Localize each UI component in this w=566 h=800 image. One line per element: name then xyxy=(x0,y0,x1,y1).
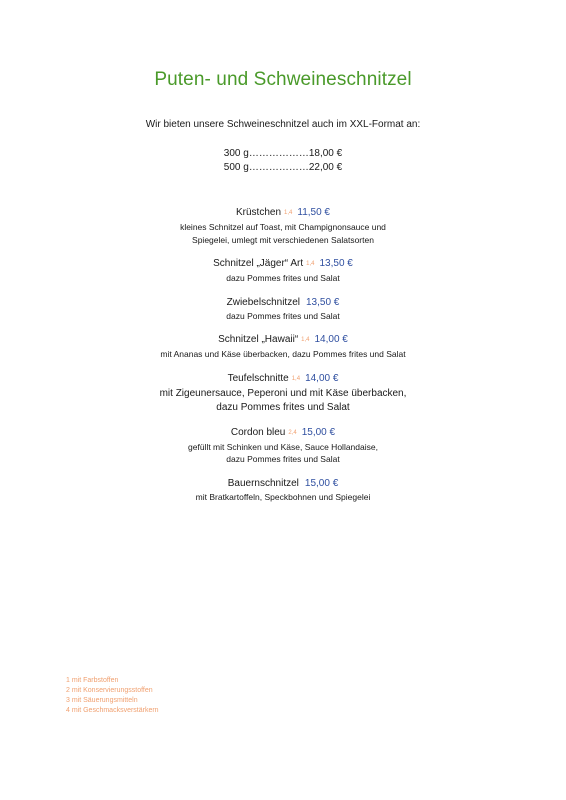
item-price: 11,50 € xyxy=(297,207,330,218)
desc-line: gefüllt mit Schinken und Käse, Sauce Hollandaise, xyxy=(188,441,378,452)
item-price: 13,50 € xyxy=(306,296,340,308)
menu-item xyxy=(0,332,566,361)
allergen-note: 1,4 xyxy=(291,375,301,382)
item-price: 15,00 € xyxy=(301,426,336,438)
footnote: 3 mit Säuerungsmitteln xyxy=(66,697,138,704)
desc-line: mit Bratkartoffeln, Speckbohnen und Spiegelei xyxy=(195,491,371,502)
xxl-intro: Wir bieten unsere Schweineschnitzel auch im XXL-Format an: xyxy=(145,119,421,130)
allergen-footnotes xyxy=(66,676,159,716)
xxl-sizes xyxy=(0,147,566,175)
item-price: 14,00 € xyxy=(305,372,339,384)
menu-item xyxy=(0,256,566,285)
desc-line: dazu Pommes frites und Salat xyxy=(226,310,340,321)
menu-item xyxy=(0,425,566,466)
item-description xyxy=(0,441,566,466)
item-name: Cordon bleu xyxy=(230,426,286,438)
footnote: 2 mit Konservierungsstoffen xyxy=(66,687,153,694)
menu-item xyxy=(0,371,566,415)
footnote: 1 mit Farbstoffen xyxy=(66,677,119,684)
allergen-note: 2,4 xyxy=(288,429,297,436)
menu-item xyxy=(0,205,566,246)
item-description xyxy=(0,491,566,504)
item-name: Teufelschnitte xyxy=(227,372,289,384)
item-description xyxy=(0,272,566,285)
item-price: 13,50 € xyxy=(319,258,353,269)
item-description xyxy=(0,221,566,246)
item-description xyxy=(0,310,566,323)
menu-item xyxy=(0,476,566,504)
desc-line: kleines Schnitzel auf Toast, mit Champignonsauce und xyxy=(180,222,386,232)
item-name: Schnitzel „Jäger“ Art xyxy=(213,258,304,269)
size-300g: 300 g………………18,00 € xyxy=(223,148,343,159)
desc-line: Spiegelei, umlegt mit verschiedenen Salatsorten xyxy=(192,234,374,245)
allergen-note: 1,4 xyxy=(301,337,310,343)
item-price: 14,00 € xyxy=(314,334,348,345)
desc-line: dazu Pommes frites und Salat xyxy=(216,401,350,413)
size-500g: 500 g………………22,00 € xyxy=(223,162,343,173)
desc-line: mit Zigeunersauce, Peperoni und mit Käse überbacken, xyxy=(159,387,407,399)
item-description xyxy=(0,387,566,415)
desc-line: dazu Pommes frites und Salat xyxy=(226,273,340,283)
menu-item xyxy=(0,295,566,323)
desc-line: mit Ananas und Käse überbacken, dazu Pommes frites und Salat xyxy=(160,349,406,359)
item-name: Krüstchen xyxy=(236,207,282,218)
allergen-note: 1,4 xyxy=(306,261,315,267)
item-name: Bauernschnitzel xyxy=(227,477,299,489)
item-name: Schnitzel „Hawaii“ xyxy=(218,334,299,345)
footnote: 4 mit Geschmacksverstärkern xyxy=(66,707,159,714)
page-title: Puten- und Schweineschnitzel xyxy=(154,69,412,90)
item-price: 15,00 € xyxy=(304,477,339,489)
allergen-note: 1,4 xyxy=(284,210,293,216)
item-name: Zwiebelschnitzel xyxy=(226,296,300,308)
menu-items xyxy=(0,205,566,513)
desc-line: dazu Pommes frites und Salat xyxy=(226,454,340,464)
item-description xyxy=(0,348,566,361)
